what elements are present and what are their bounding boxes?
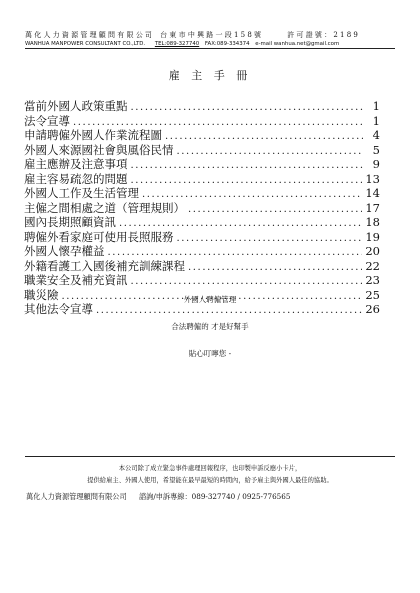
toc-leader-dots	[188, 261, 362, 276]
table-of-contents	[24, 99, 380, 317]
toc-entry	[24, 99, 380, 114]
toc-entry	[24, 215, 380, 230]
toc-entry-title: 聘僱外看家庭可使用長照服務	[24, 229, 174, 244]
toc-entry-title: 國內長期照顧資訊	[24, 215, 116, 229]
toc-entry-title: 主僱之間相處之道（管理規則）	[24, 200, 185, 215]
toc-entry	[24, 273, 380, 288]
toc-entry-page: 26	[365, 302, 380, 316]
toc-entry-page: 25	[365, 287, 380, 302]
toc-entry	[24, 172, 380, 187]
contact-line	[26, 492, 290, 502]
toc-entry-title: 外籍看護工入國後補充訓練課程	[24, 258, 185, 273]
toc-entry-page: 1	[372, 99, 380, 113]
toc-entry-page: 4	[372, 128, 380, 142]
letterhead-line	[25, 30, 395, 40]
footer-note-1: 本公司除了成立緊急事件處理回報程序，也印製申訴反應小卡片，	[118, 465, 302, 472]
toc-entry-page: 18	[365, 215, 380, 229]
company-address: 台 東 市 中 興 路 一 段 1 5 8 號	[160, 31, 262, 39]
company-name-zh: 萬 化 人 力 資 源 管 理 顧 問 有 限 公 司	[25, 31, 152, 39]
toc-entry-page: 20	[365, 244, 380, 258]
toc-entry-page: 9	[372, 157, 380, 171]
toc-entry	[24, 128, 380, 143]
toc-entry-title: 外國人懷孕權益	[24, 244, 105, 258]
toc-entry-title: 法令宣導	[24, 113, 70, 128]
toc-entry-page: 23	[365, 273, 380, 287]
contact-company: 萬化人力資源管理顧問有限公司	[26, 492, 127, 501]
toc-entry-page: 19	[365, 229, 380, 244]
page-title: 雇 主 手 冊	[168, 69, 252, 82]
company-name-en: WANHUA MANPOWER CONSULTANT CO.,LTD.	[25, 41, 146, 47]
footer-note-2: 提供給雇主、外國人使用，希望能在最早最短的時間內，給予雇主與外國人最佳的協助。	[87, 477, 333, 484]
toc-entry-page: 14	[365, 186, 380, 200]
toc-leader-dots	[131, 174, 363, 189]
fax: FAX:089-334374	[204, 41, 250, 47]
toc-entry-title: 申請聘僱外國人作業流程圖	[24, 128, 162, 142]
toc-entry-page: 17	[365, 200, 380, 215]
toc-leader-dots	[165, 130, 363, 145]
telephone: TEL:089-327740	[154, 41, 200, 47]
toc-entry-page: 22	[365, 258, 380, 273]
center-line-1: 外國人聘僱管理	[183, 295, 237, 304]
toc-leader-dots	[131, 275, 363, 290]
toc-entry-page: 5	[372, 142, 380, 157]
center-line-3: 貼心叮嚀您 -	[188, 349, 232, 358]
toc-entry-title: 職業安全及補充資訊	[24, 273, 128, 287]
footer-divider	[25, 456, 395, 457]
toc-entry	[24, 143, 380, 158]
toc-entry-title: 其他法令宣導	[24, 302, 93, 316]
toc-entry	[24, 259, 380, 274]
toc-leader-dots	[177, 145, 364, 160]
letterhead-contact-line	[25, 41, 339, 47]
contact-hotline: 諮詢/申訴專線：089-327740 / 0925-776565	[138, 492, 291, 501]
toc-entry	[24, 201, 380, 216]
header-divider	[25, 48, 395, 49]
toc-entry-title: 外國人工作及生活管理	[24, 186, 139, 200]
toc-entry	[24, 244, 380, 259]
toc-entry-page: 1	[372, 113, 380, 128]
toc-leader-dots	[188, 203, 362, 218]
toc-leader-dots	[177, 232, 363, 247]
toc-leader-dots	[96, 304, 362, 319]
toc-entry-title: 當前外國人政策重點	[24, 99, 128, 113]
toc-leader-dots	[131, 159, 364, 174]
toc-entry	[24, 157, 380, 172]
toc-entry	[24, 230, 380, 245]
toc-entry-title: 雇主容易疏忽的問題	[24, 171, 128, 186]
email: e-mail wanhua.net@gmail.com	[255, 41, 340, 47]
toc-entry	[24, 114, 380, 129]
toc-entry-title: 雇主應辦及注意事項	[24, 157, 128, 171]
toc-entry-page: 13	[365, 171, 380, 186]
toc-entry-title: 外國人來源國社會與風俗民情	[24, 142, 174, 157]
center-line-2: 合法聘僱的 才是好幫手	[171, 322, 249, 331]
toc-entry-title: 職災險	[24, 287, 59, 302]
toc-leader-dots	[131, 101, 364, 116]
license-number: 許 可 證 號 ： 2 1 8 9	[287, 31, 358, 39]
toc-entry	[24, 186, 380, 201]
